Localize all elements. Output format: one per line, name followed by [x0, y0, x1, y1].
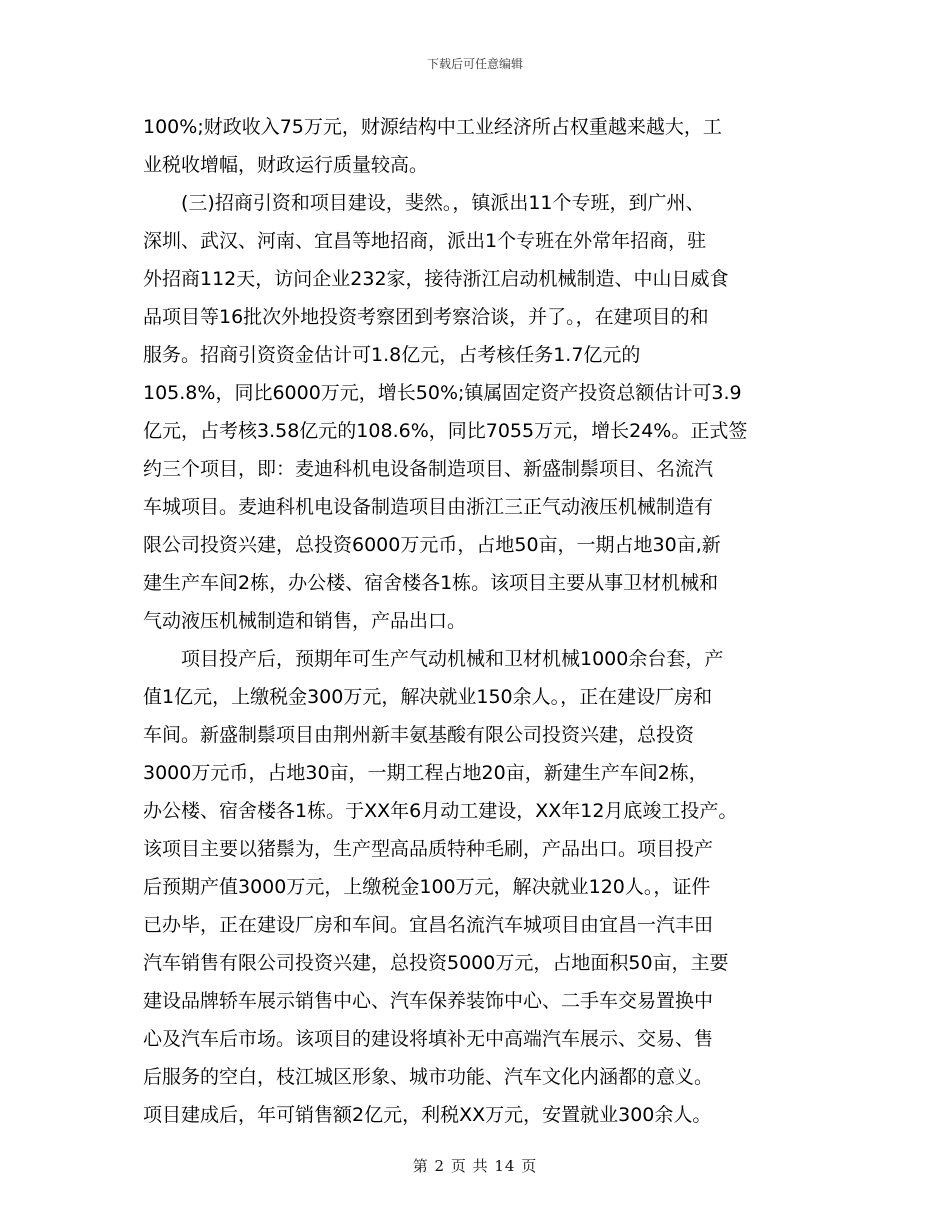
body-line: 车间。新盛制鬃项目由荆州新丰氨基酸有限公司投资兴建，总投资: [143, 724, 695, 746]
body-line: 值1亿元，上缴税金300万元，解决就业150余人。，正在建设厂房和: [143, 686, 713, 708]
body-line: 气动液压机械制造和销售，产品出口。: [143, 610, 467, 632]
page-number-footer: 第 2 页 共 14 页: [412, 1157, 538, 1175]
body-line: 品项目等16批次外地投资考察团到考察洽谈，并了。，在建项目的和: [143, 306, 709, 328]
body-line: 项目建成后，年可销售额2亿元，利税XX万元，安置就业300余人。: [143, 1104, 712, 1126]
body-line: (三)招商引资和项目建设，斐然。，镇派出11个专班，到广州、: [181, 192, 705, 214]
body-line: 车城项目。麦迪科机电设备制造项目由浙江三正气动液压机械制造有: [143, 496, 714, 518]
page-header: 下载后可任意编辑: [426, 57, 523, 71]
body-line: 汽车销售有限公司投资兴建，总投资5000万元，占地面积50亩，主要: [143, 952, 729, 974]
body-line: 业税收增幅，财政运行质量较高。: [143, 154, 429, 176]
body-line: 办公楼、宿舍楼各1栋。于XX年6月动工建设，XX年12月底竣工投产。: [143, 800, 738, 822]
body-line: 服务。招商引资资金估计可1.8亿元，占考核任务1.7亿元的: [143, 344, 641, 366]
body-line: 深圳、武汉、河南、宜昌等地招商，派出1个专班在外常年招商，驻: [143, 230, 707, 252]
body-line: 心及汽车后市场。该项目的建设将填补无中高端汽车展示、交易、售: [143, 1028, 714, 1050]
body-line: 限公司投资兴建，总投资6000万元币，占地50亩，一期占地30亩,新: [143, 534, 721, 556]
body-line: 约三个项目，即：麦迪科机电设备制造项目、新盛制鬃项目、名流汽: [143, 458, 714, 480]
body-line: 建生产车间2栋，办公楼、宿舍楼各1栋。该项目主要从事卫材机械和: [143, 572, 719, 594]
body-line: 100%;财政收入75万元，财源结构中工业经济所占权重越来越大，工: [143, 116, 722, 138]
body-line: 105.8%，同比6000万元，增长50%;镇属固定资产投资总额估计可3.9: [143, 382, 742, 404]
body-line: 后预期产值3000万元，上缴税金100万元，解决就业120人。，证件: [143, 876, 711, 898]
body-line: 已办毕，正在建设厂房和车间。宜昌名流汽车城项目由宜昌一汽丰田: [143, 914, 714, 936]
body-line: 后服务的空白，枝江城区形象、城市功能、汽车文化内涵都的意义。: [143, 1066, 714, 1088]
body-line: 亿元，占考核3.58亿元的108.6%，同比7055万元，增长24%。正式签: [143, 420, 748, 442]
body-line: 项目投产后，预期年可生产气动机械和卫材机械1000余台套，产: [181, 648, 724, 670]
document-body: [143, 108, 823, 1134]
body-line: 3000万元币，占地30亩，一期工程占地20亩，新建生产车间2栋，: [143, 762, 708, 784]
body-line: 外招商112天，访问企业232家，接待浙江启动机械制造、中山日威食: [143, 268, 729, 290]
body-line: 建设品牌轿车展示销售中心、汽车保养装饰中心、二手车交易置换中: [143, 990, 714, 1012]
body-line: 该项目主要以猪鬃为，生产型高品质特种毛刷，产品出口。项目投产: [143, 838, 714, 860]
